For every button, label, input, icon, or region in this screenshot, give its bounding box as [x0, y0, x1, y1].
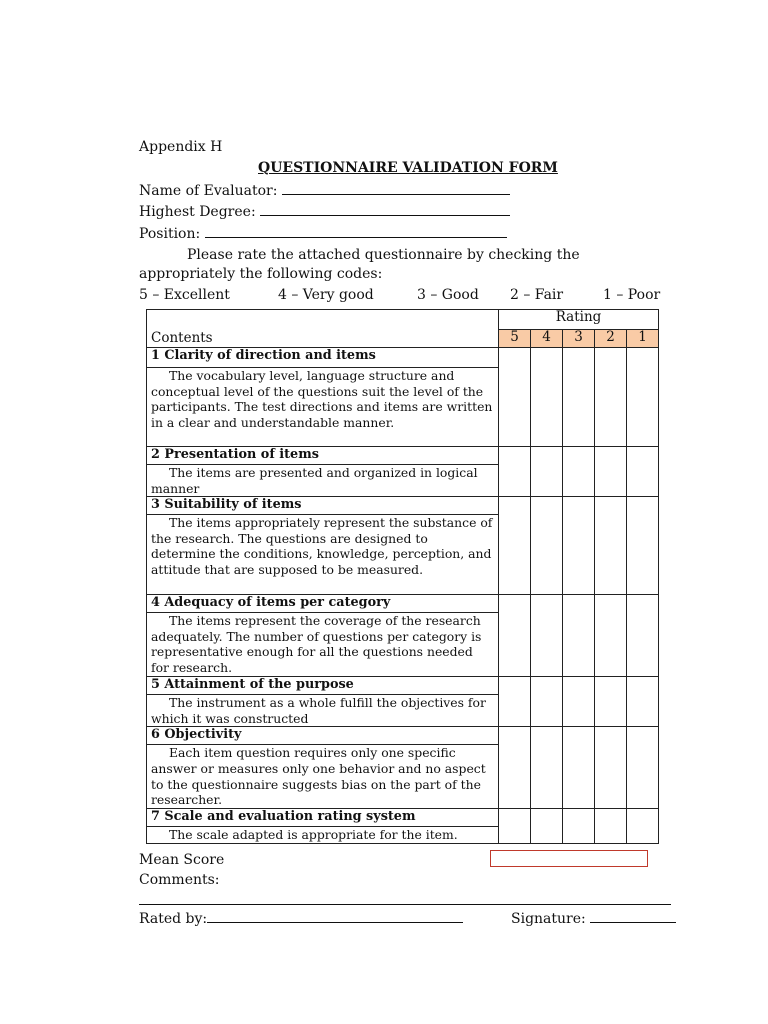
criterion-row — [147, 677, 659, 695]
evaluator-field[interactable] — [139, 181, 510, 200]
mean-score-label: Mean Score — [139, 852, 225, 868]
comments-line[interactable] — [139, 904, 671, 905]
criterion-description: The vocabulary level, language structure and conceptual level of the questions suit the level of the participants. The test directions and items are written in a clear and understandable manner. — [147, 368, 499, 447]
code-poor: 1 – Poor — [603, 287, 661, 303]
criterion-description: Each item question requires only one specific answer or measures only one behavior and no aspect to the questionnaire suggests bias on the part of the researcher. — [147, 745, 499, 809]
rating-cell-4[interactable] — [531, 447, 563, 497]
rating-cell-1[interactable] — [627, 447, 659, 497]
contents-header: Contents — [147, 310, 499, 348]
criterion-row — [147, 809, 659, 827]
criterion-title: 3 Suitability of items — [147, 497, 499, 515]
form-title: QUESTIONNAIRE VALIDATION FORM — [258, 160, 558, 176]
criterion-title: 1 Clarity of direction and items — [147, 348, 499, 368]
criterion-description: The items represent the coverage of the research adequately. The number of questions per category is representative enough for all the questions needed for research. — [147, 613, 499, 677]
rating-cell-2[interactable] — [595, 809, 627, 844]
rating-cell-2[interactable] — [595, 727, 627, 809]
criterion-description: The items are presented and organized in logical manner — [147, 465, 499, 497]
rating-cell-5[interactable] — [499, 727, 531, 809]
rating-cell-3[interactable] — [563, 447, 595, 497]
rating-cell-2[interactable] — [595, 348, 627, 447]
degree-label: Highest Degree: — [139, 204, 256, 220]
evaluator-blank[interactable] — [282, 181, 510, 195]
code-very-good: 4 – Very good — [278, 287, 374, 303]
mean-score-box[interactable] — [490, 850, 648, 867]
appendix-label: Appendix H — [139, 139, 223, 155]
rating-cell-1[interactable] — [627, 727, 659, 809]
rating-cell-3[interactable] — [563, 677, 595, 727]
code-excellent: 5 – Excellent — [139, 287, 230, 303]
rating-cell-1[interactable] — [627, 348, 659, 447]
rating-cell-5[interactable] — [499, 348, 531, 447]
rated-by-field[interactable] — [139, 909, 463, 928]
scale-3-header: 3 — [563, 330, 595, 348]
rating-cell-1[interactable] — [627, 497, 659, 595]
rating-cell-4[interactable] — [531, 348, 563, 447]
criterion-title: 6 Objectivity — [147, 727, 499, 745]
signature-field[interactable] — [511, 909, 676, 928]
rating-cell-5[interactable] — [499, 809, 531, 844]
criterion-description: The scale adapted is appropriate for the item. — [147, 827, 499, 844]
criterion-title: 7 Scale and evaluation rating system — [147, 809, 499, 827]
degree-blank[interactable] — [260, 202, 510, 216]
rating-cell-2[interactable] — [595, 447, 627, 497]
criterion-title: 4 Adequacy of items per category — [147, 595, 499, 613]
rating-cell-2[interactable] — [595, 677, 627, 727]
criterion-title: 5 Attainment of the purpose — [147, 677, 499, 695]
rating-cell-3[interactable] — [563, 497, 595, 595]
position-field[interactable] — [139, 224, 507, 243]
signature-label: Signature: — [511, 911, 586, 927]
scale-5-header: 5 — [499, 330, 531, 348]
rating-cell-3[interactable] — [563, 809, 595, 844]
criterion-title: 2 Presentation of items — [147, 447, 499, 465]
rating-cell-2[interactable] — [595, 497, 627, 595]
rating-cell-5[interactable] — [499, 595, 531, 677]
rating-cell-4[interactable] — [531, 727, 563, 809]
criterion-description: The instrument as a whole fulfill the objectives for which it was constructed — [147, 695, 499, 727]
evaluator-label: Name of Evaluator: — [139, 183, 278, 199]
criterion-row — [147, 497, 659, 515]
scale-4-header: 4 — [531, 330, 563, 348]
rating-cell-1[interactable] — [627, 677, 659, 727]
rating-cell-4[interactable] — [531, 595, 563, 677]
instruction-line-1: Please rate the attached questionnaire by checking the — [187, 247, 580, 263]
criterion-row — [147, 595, 659, 613]
rating-table — [146, 309, 659, 844]
rating-cell-5[interactable] — [499, 497, 531, 595]
rating-cell-5[interactable] — [499, 677, 531, 727]
rating-codes — [139, 287, 669, 305]
rating-cell-3[interactable] — [563, 727, 595, 809]
position-label: Position: — [139, 226, 201, 242]
scale-2-header: 2 — [595, 330, 627, 348]
rated-by-label: Rated by: — [139, 911, 208, 927]
rating-cell-4[interactable] — [531, 677, 563, 727]
code-good: 3 – Good — [417, 287, 479, 303]
code-fair: 2 – Fair — [510, 287, 564, 303]
rated-by-blank[interactable] — [207, 909, 463, 923]
rating-cell-4[interactable] — [531, 809, 563, 844]
scale-1-header: 1 — [627, 330, 659, 348]
criterion-description: The items appropriately represent the substance of the research. The questions are designed to determine the conditions, knowledge, perception, and attitude that are supposed to be measured. — [147, 515, 499, 595]
rating-header: Rating — [499, 310, 659, 330]
position-blank[interactable] — [205, 224, 507, 238]
signature-blank[interactable] — [590, 909, 676, 923]
comments-label: Comments: — [139, 872, 220, 888]
rating-cell-5[interactable] — [499, 447, 531, 497]
rating-cell-1[interactable] — [627, 595, 659, 677]
criterion-row — [147, 447, 659, 465]
rating-cell-2[interactable] — [595, 595, 627, 677]
rating-cell-3[interactable] — [563, 595, 595, 677]
degree-field[interactable] — [139, 202, 510, 221]
instruction-line-2: appropriately the following codes: — [139, 266, 383, 282]
criterion-row — [147, 727, 659, 745]
rating-cell-1[interactable] — [627, 809, 659, 844]
rating-cell-3[interactable] — [563, 348, 595, 447]
criterion-row — [147, 348, 659, 368]
rating-cell-4[interactable] — [531, 497, 563, 595]
